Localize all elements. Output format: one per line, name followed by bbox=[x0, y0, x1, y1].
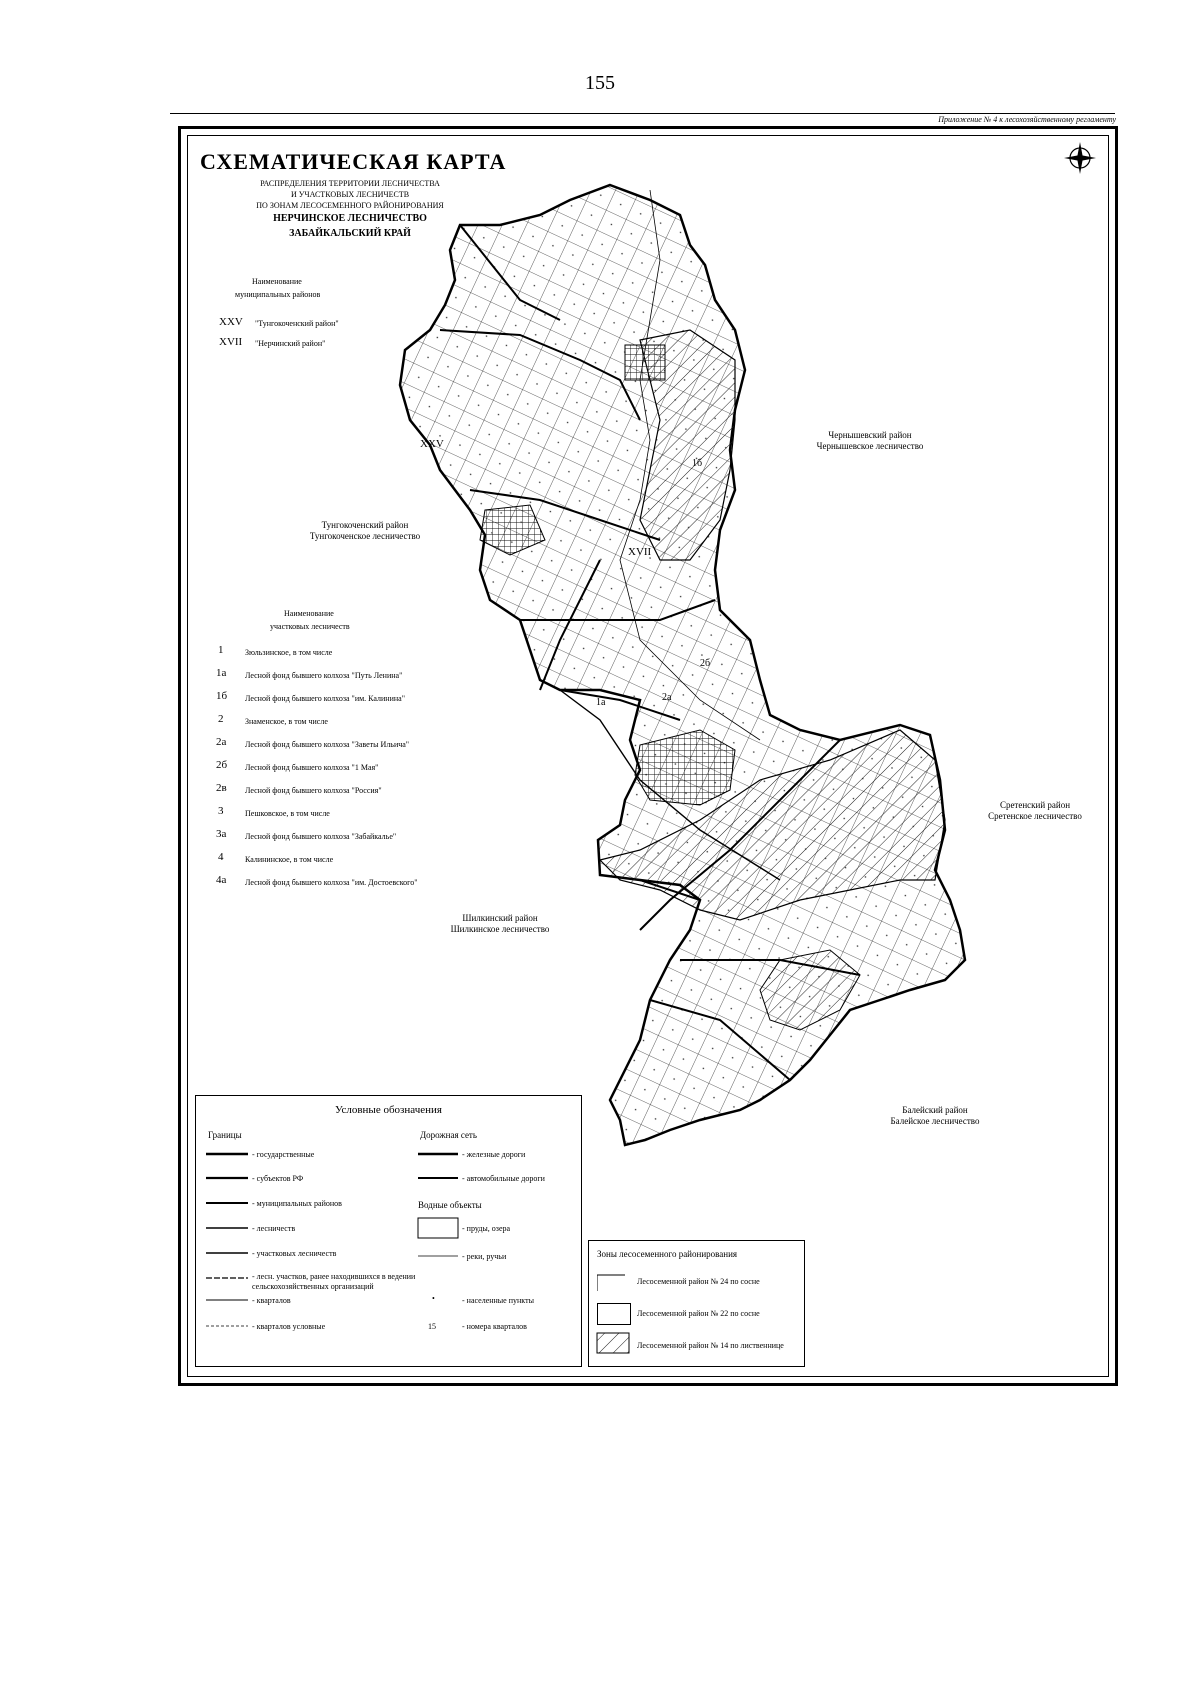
legend-road-label: - железные дороги bbox=[462, 1150, 526, 1159]
local-forestries-heading-1: Наименование bbox=[284, 609, 334, 618]
legend-road-label: - автомобильные дороги bbox=[462, 1174, 545, 1183]
forestry-name-item: Лесной фонд бывшего колхоза "им. Достоевского" bbox=[245, 878, 418, 887]
legend-water-label: - пруды, озера bbox=[462, 1224, 511, 1233]
forestry-name-item: Калининское, в том числе bbox=[245, 855, 334, 864]
map-code-label: XVII bbox=[628, 546, 652, 558]
map-code-label: 2а bbox=[662, 692, 672, 703]
forestry-name-item: Пешковское, в том числе bbox=[245, 809, 330, 818]
legend-title: Условные обозначения bbox=[335, 1104, 442, 1116]
legend-quarter-number-label: - номера кварталов bbox=[462, 1322, 527, 1331]
forestry-code: 2б bbox=[216, 759, 228, 771]
forestry-name: НЕРЧИНСКОЕ ЛЕСНИЧЕСТВО bbox=[273, 213, 427, 224]
district-name: "Тунгокоченский район" bbox=[255, 319, 339, 328]
district-code: XXV bbox=[219, 316, 243, 328]
zone-label: Лесосеменной район № 22 по сосне bbox=[637, 1309, 760, 1318]
forestry-code: 2а bbox=[216, 736, 227, 748]
forestry-territory bbox=[400, 185, 965, 1145]
compass-rose-icon bbox=[1064, 142, 1096, 174]
forestry-name-item: Лесной фонд бывшего колхоза "Заветы Ильича" bbox=[245, 740, 410, 749]
zone-label: Лесосеменной район № 14 по лиственнице bbox=[637, 1341, 784, 1350]
legend-border-label: - государственные bbox=[252, 1150, 315, 1159]
neighbour-forestry: Чернышевское лесничество bbox=[816, 441, 924, 452]
neighbour-district: Шилкинский район bbox=[462, 913, 538, 923]
forestry-code: 2 bbox=[218, 713, 224, 725]
forestry-name-item: Лесной фонд бывшего колхоза "1 Мая" bbox=[245, 763, 379, 772]
district-name: "Нерчинский район" bbox=[255, 339, 326, 348]
map-code-label: 1б bbox=[692, 458, 703, 469]
neighbour-forestry: Сретенское лесничество bbox=[988, 811, 1082, 822]
roads-heading: Дорожная сеть bbox=[420, 1130, 477, 1140]
zone-label: Лесосеменной район № 24 по сосне bbox=[637, 1277, 760, 1286]
forestry-name-item: Знаменское, в том числе bbox=[245, 717, 328, 726]
forestry-code: 4 bbox=[218, 851, 224, 863]
water-heading: Водные объекты bbox=[418, 1200, 482, 1210]
appendix-note: Приложение № 4 к лесохозяйственному регламенту bbox=[938, 115, 1116, 124]
neighbour-label bbox=[960, 800, 1110, 823]
map-title: СХЕМАТИЧЕСКАЯ КАРТА bbox=[200, 149, 507, 174]
neighbour-forestry: Тунгокоченское лесничество bbox=[309, 531, 421, 542]
map-code-label: XXV bbox=[420, 438, 444, 450]
legend-border-label: - лесничеств bbox=[252, 1224, 296, 1233]
forestry-name-item: Лесной фонд бывшего колхоза "им. Калинина" bbox=[245, 694, 405, 703]
legend-border-label: - кварталов bbox=[252, 1296, 291, 1305]
legend-quarter-number-symbol: 15 bbox=[428, 1322, 436, 1331]
map-code-label: 1а bbox=[596, 697, 606, 708]
neighbour-district: Чернышевский район bbox=[828, 430, 912, 440]
neighbour-label bbox=[275, 520, 455, 543]
legend-water-label: - реки, ручьи bbox=[462, 1252, 507, 1261]
zone-sample-pine-24 bbox=[597, 1271, 637, 1295]
region-name: ЗАБАЙКАЛЬСКИЙ КРАЙ bbox=[289, 228, 411, 239]
district-code: XVII bbox=[219, 336, 243, 348]
forestry-name-item: Зюльзинское, в том числе bbox=[245, 648, 333, 657]
neighbour-district: Тунгокоченский район bbox=[321, 520, 409, 530]
forestry-code: 3 bbox=[218, 805, 224, 817]
local-forestries-heading-2: участковых лесничеств bbox=[270, 622, 350, 631]
neighbour-label bbox=[780, 430, 960, 453]
neighbour-district: Балейский район bbox=[902, 1105, 968, 1115]
neighbour-label bbox=[410, 913, 590, 936]
municipal-heading-2: муниципальных районов bbox=[235, 290, 321, 299]
forestry-code: 1а bbox=[216, 667, 227, 679]
map-subtitle-3: ПО ЗОНАМ ЛЕСОСЕМЕННОГО РАЙОНИРОВАНИЯ bbox=[256, 201, 444, 210]
legend-border-label: - кварталов условные bbox=[252, 1322, 326, 1331]
zone-sample-pine-22 bbox=[597, 1303, 631, 1325]
legend-border-label: - муниципальных районов bbox=[252, 1199, 342, 1208]
neighbour-district: Сретенский район bbox=[999, 800, 1071, 810]
legend-settlement-symbol: • bbox=[432, 1294, 435, 1303]
municipal-heading-1: Наименование bbox=[252, 277, 302, 286]
legend-border-label: - лесн. участков, ранее находившихся в ведении сельскохозяйственных организаций bbox=[252, 1272, 416, 1291]
map-subtitle-1: РАСПРЕДЕЛЕНИЯ ТЕРРИТОРИИ ЛЕСНИЧЕСТВА bbox=[260, 179, 440, 188]
forestry-name-item: Лесной фонд бывшего колхоза "Россия" bbox=[245, 786, 382, 795]
neighbour-forestry: Балейское лесничество bbox=[890, 1116, 980, 1127]
legend-settlement-label: - населенные пункты bbox=[462, 1296, 534, 1305]
zone-legend-box bbox=[588, 1240, 805, 1367]
forestry-code: 2в bbox=[216, 782, 227, 794]
forestry-name-item: Лесной фонд бывшего колхоза "Путь Ленина" bbox=[245, 671, 403, 680]
forestry-name-item: Лесной фонд бывшего колхоза "Забайкалье" bbox=[245, 832, 397, 841]
zone-legend-title: Зоны лесосеменного районирования bbox=[597, 1249, 738, 1259]
forestry-code: 3а bbox=[216, 828, 227, 840]
map-subtitle-2: И УЧАСТКОВЫХ ЛЕСНИЧЕСТВ bbox=[290, 190, 410, 199]
neighbour-label bbox=[855, 1105, 1015, 1128]
forestry-code: 1б bbox=[216, 690, 228, 702]
map-code-label: 2б bbox=[700, 658, 711, 669]
page-number: 155 bbox=[585, 72, 615, 94]
forestry-code: 4а bbox=[216, 874, 227, 886]
neighbour-forestry: Шилкинское лесничество bbox=[450, 924, 550, 935]
legend-border-label: - субъектов РФ bbox=[252, 1174, 304, 1183]
legend-box bbox=[195, 1095, 582, 1367]
legend-border-label: - участковых лесничеств bbox=[252, 1249, 337, 1258]
borders-heading: Границы bbox=[208, 1130, 242, 1140]
forestry-code: 1 bbox=[218, 644, 224, 656]
